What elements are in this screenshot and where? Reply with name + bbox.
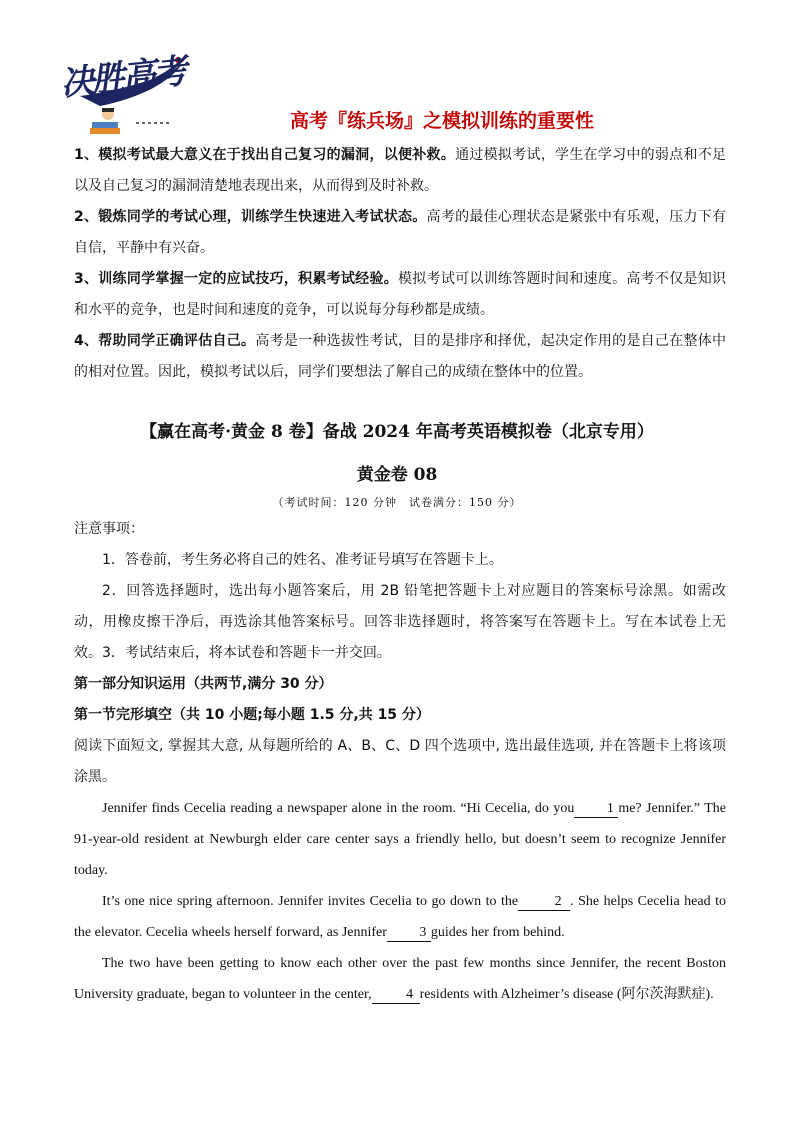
blank-3: 3 xyxy=(387,925,431,942)
passage-paragraph-3: The two have been getting to know each other over the past few months since Jennifer, the recent Boston University graduate, began to volunteer in the center, 4 residents with Alzheimer’s disease (阿尔茨海默症). xyxy=(74,956,726,1002)
exam-info: （考试时间：120 分钟 试卷满分：150 分） xyxy=(272,496,522,509)
note-item-1: 1．答卷前，考生务必将自己的姓名、准考证号填写在答题卡上。 xyxy=(102,552,503,568)
promo-title: 高考『练兵场』之模拟训练的重要性 xyxy=(289,110,594,132)
promo-point-1: 1、模拟考试最大意义在于找出自己复习的漏洞，以便补救。通过模拟考试，学生在学习中的弱点和不足以及自己复习的漏洞清楚地表现出来，从而得到及时补救。 xyxy=(74,147,726,194)
passage-paragraph-1: Jennifer finds Cecelia reading a newspaper alone in the room. “Hi Cecelia, do you 1 me? Jennifer.” The 91-year-old resident at Newburgh elder care center says a friendly hello, but doesn’t seem to recognize Jennifer today. xyxy=(74,801,726,878)
exam-subtitle: 黄金卷 08 xyxy=(356,465,438,485)
promo-point-3: 3、训练同学掌握一定的应试技巧，积累考试经验。模拟考试可以训练答题时间和速度。高考不仅是知识和水平的竞争，也是时间和速度的竞争，可以说每分每秒都是成绩。 xyxy=(74,271,727,318)
blank-1: 1 xyxy=(574,801,618,818)
promo-point-2: 2、锻炼同学的考试心理，训练学生快速进入考试状态。高考的最佳心理状态是紧张中有乐观，压力下有自信，平静中有兴奋。 xyxy=(74,209,726,256)
section-part-heading: 第一部分知识运用（共两节,满分 30 分） xyxy=(74,676,333,692)
section-sub-heading: 第一节完形填空（共 10 小题;每小题 1.5 分,共 15 分） xyxy=(74,707,430,723)
logo-text: 决胜高考 xyxy=(58,51,187,105)
note-item-3: 3．考试结束后，将本试卷和答题卡一并交回。 xyxy=(102,645,391,661)
exam-title: 【赢在高考·黄金 8 卷】备战 2024 年高考英语模拟卷（北京专用） xyxy=(140,422,654,442)
passage-paragraph-2: It’s one nice spring afternoon. Jennifer invites Cecelia to go down to the 2 . She helps Cecelia head to the elevator. Cecelia wheels herself forward, as Jennifer 3 guides her from behind. xyxy=(74,894,726,940)
notes-heading: 注意事项： xyxy=(74,521,144,537)
section-instruction: 阅读下面短文, 掌握其大意, 从每题所给的 A、B、C、D 四个选项中, 选出最佳选项, 并在答题卡上将该项涂黑。 xyxy=(74,738,726,785)
blank-4: 4 xyxy=(372,987,420,1004)
blank-2: 2 xyxy=(518,894,570,911)
promo-point-4: 4、帮助同学正确评估自己。高考是一种选拔性考试，目的是排序和择优，起决定作用的是自己在整体中的相对位置。因此，模拟考试以后，同学们要想法了解自己的成绩在整体中的位置。 xyxy=(74,333,726,380)
note-item-2: 2．回答选择题时，选出每小题答案后，用 2B 铅笔把答题卡上对应题目的答案标号涂黑。如需改动，用橡皮擦干净后，再选涂其他答案标号。回答非选择题时，将答案写在答题卡上。写在本试卷上无效。 xyxy=(74,583,726,661)
